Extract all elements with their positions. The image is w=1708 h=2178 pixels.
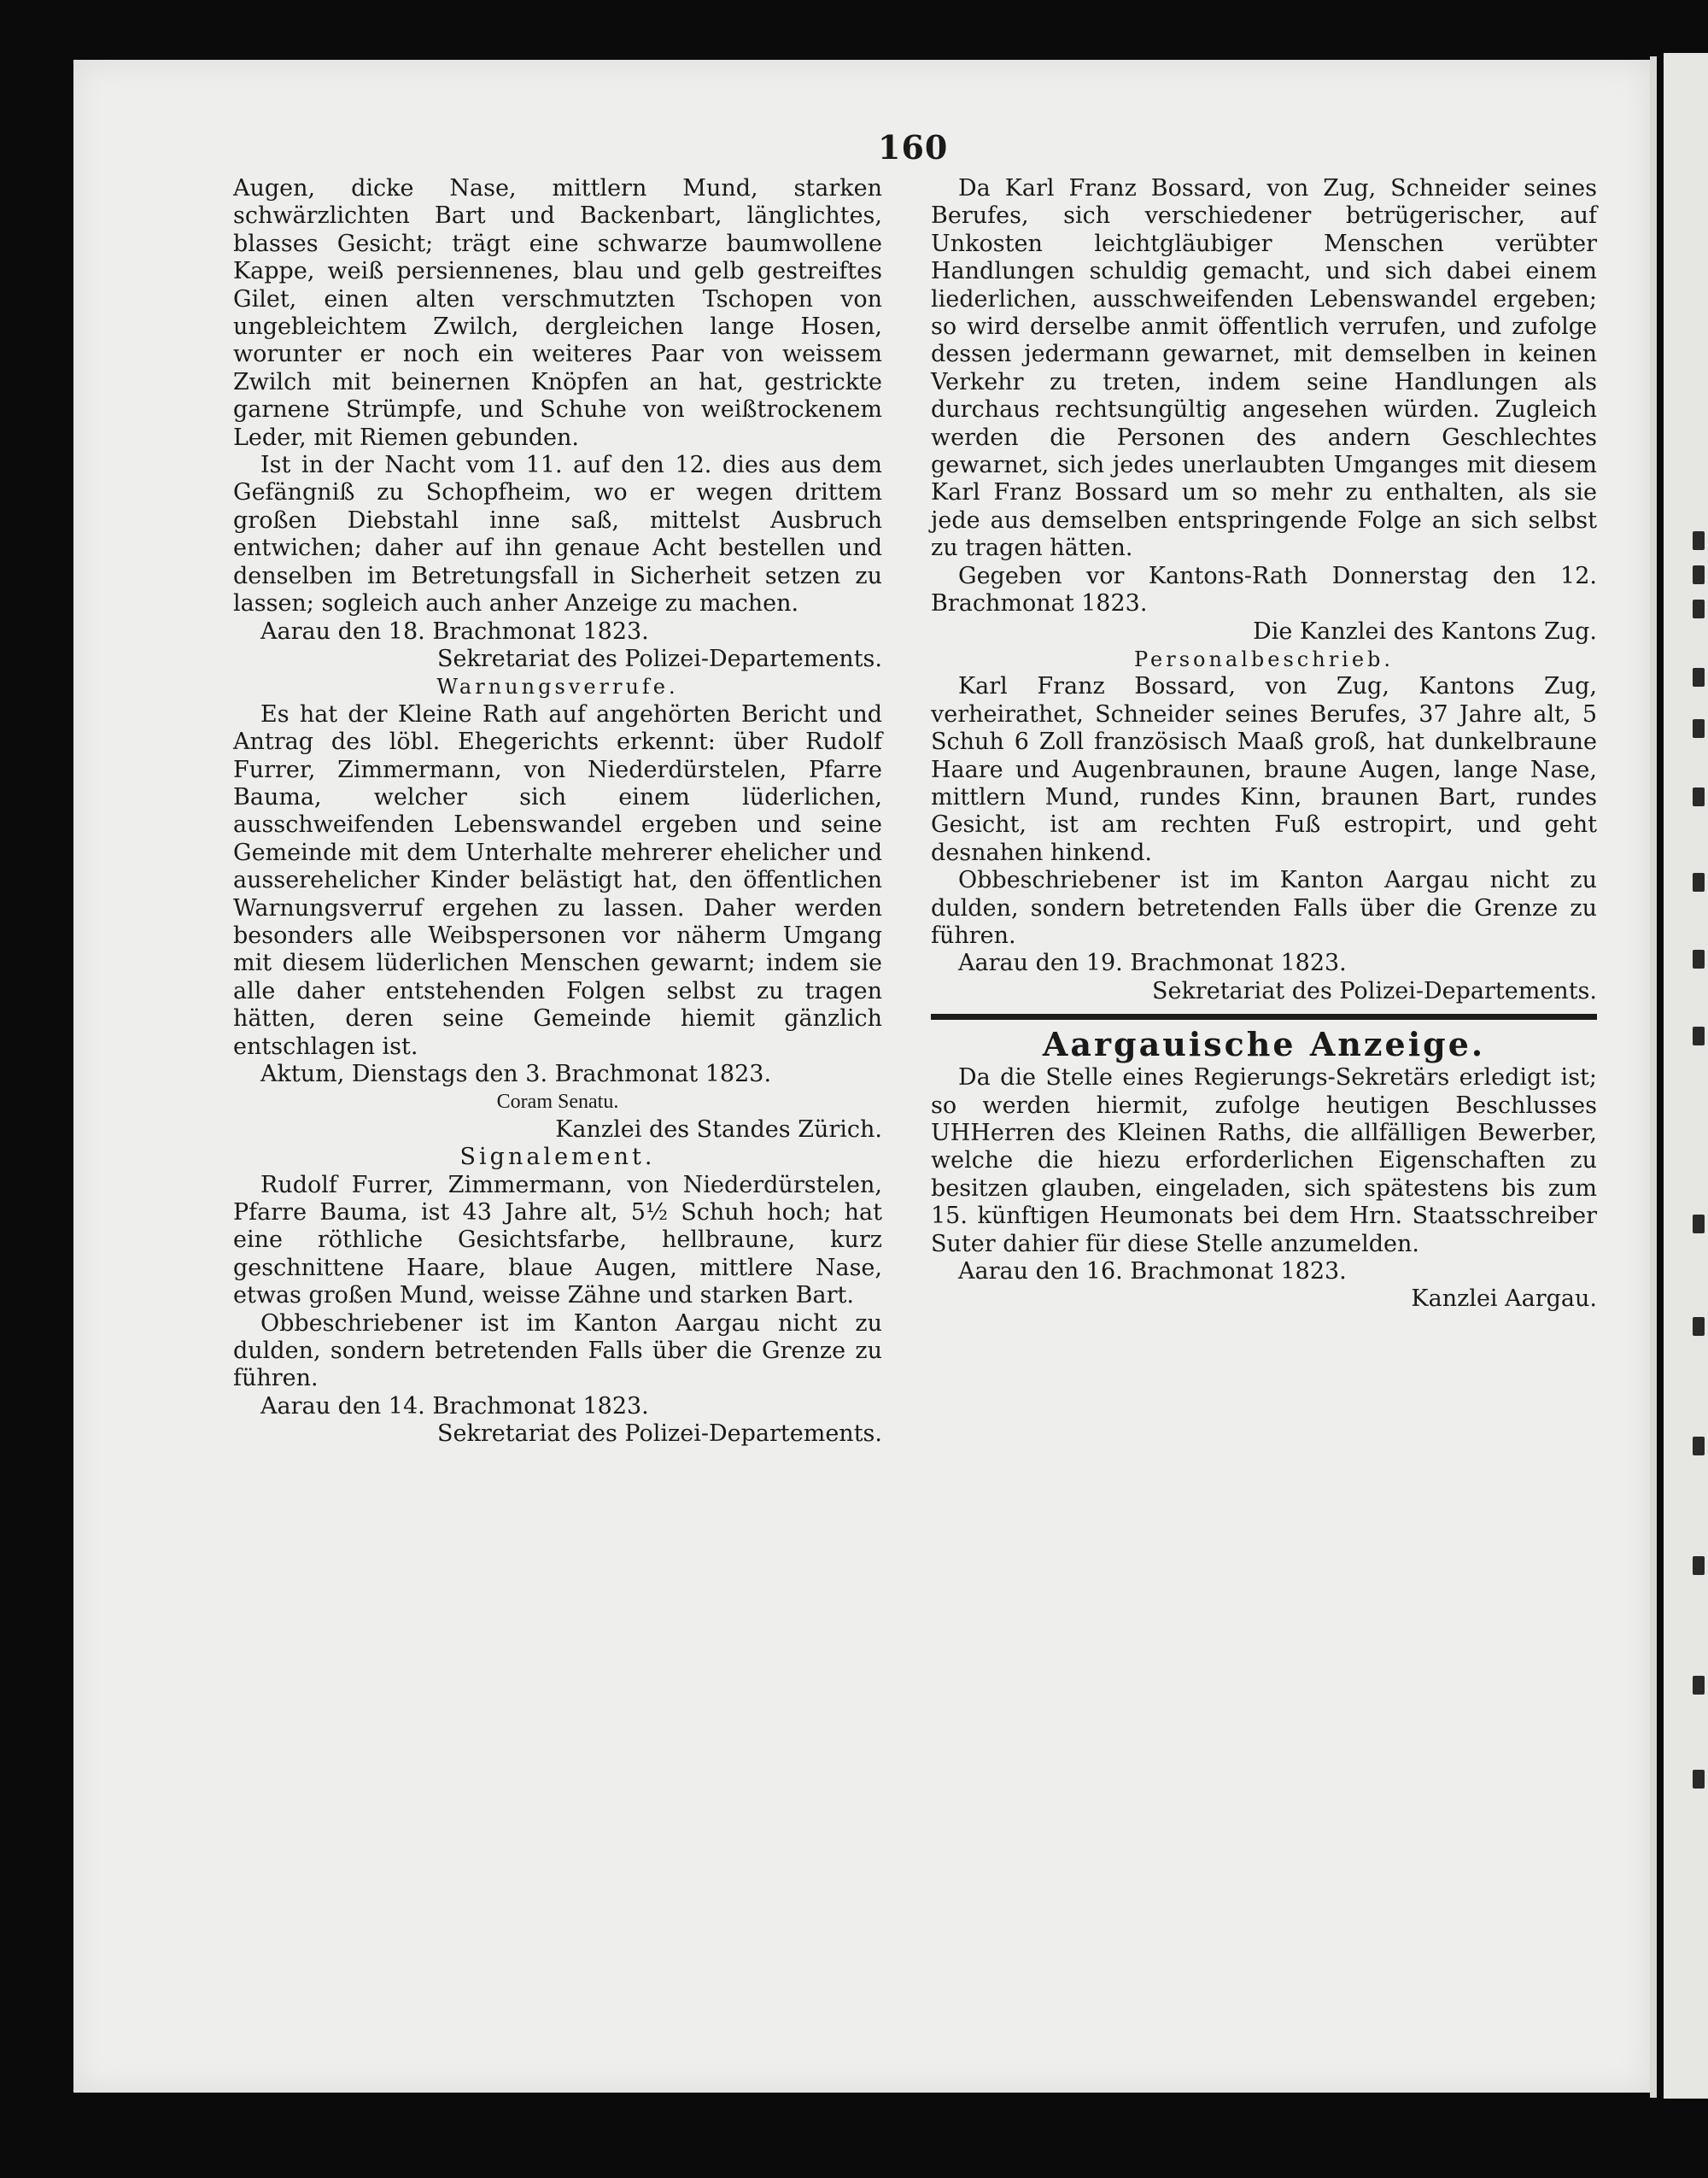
signature-line: Sekretariat des Polizei-Departements. [436, 645, 882, 672]
warning-paragraph: Es hat der Kleine Rath auf angehörten Bericht und Antrag des löbl. Ehegerichts erkennt: über Rudolf Furrer, Zimmermann, von Niederdürstelen, Pfarre Bauma, welcher sich einem lüderlichen, ausschweifenden Lebenswandel ergeben und seine Gemeinde mit dem Unterhalte mehrerer ehelicher und ausserehelicher Kinder belästigt hat, den öffentlichen Warnungsverruf ergehen zu lassen. Daher werden besonders alle Weibspersonen vor näherm Umgang mit diesem lüderlichen Menschen gewarnt; indem sie alle daher entstehenden Folgen selbst zu tragen hätten, deren seine Gemeinde hiemit gänzlich entschlagen ist. [233, 700, 882, 1060]
signature-line: Sekretariat des Polizei-Departements. [436, 1420, 882, 1448]
signature-line: Kanzlei des Standes Zürich. [555, 1115, 882, 1143]
date-line: Aarau den 19. Brachmonat 1823. [958, 950, 1347, 977]
vacancy-paragraph: Da die Stelle eines Regierungs-Sekretärs erledigt ist; so werden hiermit, zufolge heutigen Beschlusses UHHerren des Kleinen Raths, die allfälligen Bewerber, welche die hiezu erforderlichen Eigenschaften zu besitzen glauben, eingeladen, sich spätestens bis zum 15. künftigen Heumonats bei dem Hrn. Staatsschreiber Suter dahier für diese Stelle anzumelden. [931, 1064, 1597, 1257]
section-title-warnung: Warnungsverrufe. [436, 675, 679, 700]
personal-description-paragraph: Karl Franz Bossard, von Zug, Kantons Zug, verheirathet, Schneider seines Berufes, 37 Jahre alt, 5 Schuh 6 Zoll französisch Maaß groß, hat dunkelbraune Haare und Augenbraunen, braune Augen, lange Nase, mittlern Mund, rundes Kinn, braunen Bart, rundes Gesicht, ist am rechten Fuß estropirt, und geht desnahen hinkend. [931, 673, 1597, 866]
announcement-paragraph: Da Karl Franz Bossard, von Zug, Schneider seines Berufes, sich verschiedener betrügerischer, auf Unkosten leichtgläubiger Menschen verübter Handlungen schuldig gemacht, und sich dabei einem liederlichen, ausschweifenden Lebenswandel ergeben; so wird derselbe anmit öffentlich verrufen, und zufolge dessen jedermann gewarnet, mit demselben in keinen Verkehr zu treten, indem seine Handlungen als durchaus rechtsungültig angesehen würden. Zugleich werden die Personen des andern Geschlechtes gewarnet, sich jedes unerlaubten Umganges mit diesem Karl Franz Bossard um so mehr zu enthalten, als sie jede aus demselben entspringende Folge an sich selbst zu tragen hätten. [931, 175, 1597, 562]
page-number: 160 [878, 128, 949, 167]
right-column [931, 175, 1597, 1314]
adjacent-page-strip [1664, 53, 1708, 2099]
date-line: Gegeben vor Kantons-Rath Donnerstag den 12. Brachmonat 1823. [931, 562, 1597, 618]
date-line: Aktum, Dienstags den 3. Brachmonat 1823. [260, 1061, 772, 1087]
notice-paragraph: Obbeschriebener ist im Kanton Aargau nicht zu dulden, sondern betretenden Falls über die Grenze zu führen. [931, 867, 1597, 949]
signalement-paragraph: Rudolf Furrer, Zimmermann, von Niederdürstelen, Pfarre Bauma, ist 43 Jahre alt, 5½ Schuh hoch; hat eine röthliche Gesichtsfarbe, hellbraune, kurz geschnittene Haare, blaue Augen, mittlere Nase, etwas großen Mund, weisse Zähne und starken Bart. [233, 1171, 882, 1309]
date-line: Aarau den 18. Brachmonat 1823. [260, 618, 649, 645]
signature-line: Kanzlei Aargau. [1411, 1285, 1597, 1313]
left-column [233, 175, 882, 1449]
signature-line: Die Kanzlei des Kantons Zug. [1253, 618, 1597, 645]
section-title-personal: Personalbeschrieb. [1133, 647, 1395, 671]
section-heading: Aargauische Anzeige. [1042, 1025, 1486, 1064]
page-edge [1650, 56, 1657, 2098]
escape-notice-paragraph: Ist in der Nacht vom 11. auf den 12. dies aus dem Gefängniß zu Schopfheim, wo er wegen drittem großen Diebstahl inne saß, mittelst Ausbruch entwichen; daher auf ihn genaue Acht bestellen und denselben im Betretungsfall in Sicherheit setzen zu lassen; sogleich auch anher Anzeige zu machen. [233, 452, 882, 618]
notice-paragraph: Obbeschriebener ist im Kanton Aargau nicht zu dulden, sondern betretenden Falls über die Grenze zu führen. [233, 1309, 882, 1392]
signature-line: Sekretariat des Polizei-Departements. [1151, 977, 1597, 1004]
date-line: Aarau den 14. Brachmonat 1823. [260, 1392, 649, 1420]
coram-line: Coram Senatu. [496, 1091, 619, 1114]
section-title-signalement: Signalement. [459, 1144, 656, 1171]
description-paragraph: Augen, dicke Nase, mittlern Mund, starken schwärzlichten Bart und Backenbart, länglichtes, blasses Gesicht; trägt eine schwarze baumwollene Kappe, weiß persiennenes, blau und gelb gestreiftes Gilet, einen alten verschmutzten Tschopen von ungebleichtem Zwilch, dergleichen lange Hosen, worunter er noch ein weiteres Paar von weissem Zwilch mit beinernen Knöpfen an hat, gestrickte garnene Strümpfe, und Schuhe von weißtrockenem Leder, mit Riemen gebunden. [233, 175, 882, 451]
date-line: Aarau den 16. Brachmonat 1823. [958, 1258, 1347, 1285]
section-divider [931, 1014, 1597, 1020]
